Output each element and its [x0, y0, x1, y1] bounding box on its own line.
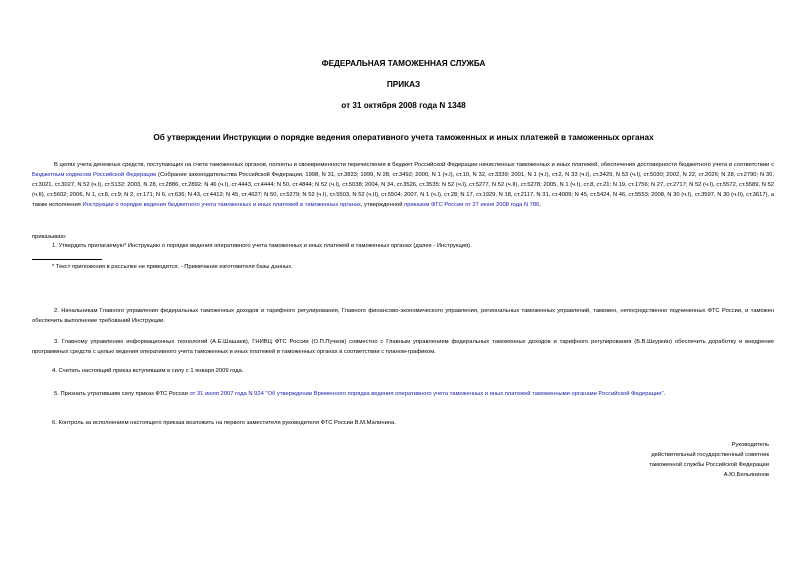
document-title: Об утверждении Инструкции о порядке ведения оперативного учета таможенных и иных платежей в таможенных органах — [153, 133, 654, 142]
preamble-text-4: , — [539, 202, 541, 208]
footnote: * Текст приложения в рассылке не приводится. - Примечание изготовителя базы данных. — [52, 264, 293, 270]
budget-code-link[interactable]: Бюджетным кодексом Российской Федерации — [32, 172, 157, 178]
item-2: 2. Начальникам Главного управления федеральных таможенных доходов и тарифного регулирования, Главного финансово-экономического управления, региональных таможенных управлений, таможен, непосредственно подчиненных ФТС России, и таможен обеспечить выполнение требований Инструкции. — [32, 308, 774, 324]
item-4: 4. Считать настоящий приказ вступившим в силу с 1 января 2009 года. — [52, 368, 244, 374]
item-5-text: 5. Признать утратившим силу приказ ФТС России — [54, 391, 188, 397]
orders-intro: приказываю: — [32, 234, 67, 240]
item-6: 6. Контроль за исполнением настоящего приказа возложить на первого заместителя руководителя ФТС России В.М.Малинина. — [52, 420, 396, 426]
preamble-paragraph — [32, 160, 774, 210]
preamble-text-3: , утвержденной — [360, 202, 405, 208]
footnote-divider — [32, 259, 102, 260]
signature-rank-2: таможенной службы Российской Федерации — [649, 462, 769, 468]
signature-block — [549, 440, 769, 480]
preamble-text-2: (Собрание законодательства Российской Федерации, 1998, N 31, ст.3823; 1999, N 28, ст.3492; 2000, N 1 (ч.I), ст.10, N 32, ст.3339; 2001, N 1 (ч.I), ст.2, N 33 (ч.I), ст.3429, N 53 (ч.I), ст.5030; 2002, N 22, ст.2026; N 28, ст.2790; N 30, ст.3021, ст.3027, N 52 (ч.I), ст.5132; 2003, N 28, ст.2886, ст.2892; N 46 (ч.I), ст.4443, ст.4444; N 50, ст.4844; N 52 (ч.I), ст.5038; 2004, N 34, ст.3526, ст.3535; N 52 (ч.I), ст.5277, N 52 (ч.II), ст.5278; 2005, N 1 (ч.I), ст.8, ст.21; N 19, ст.1756; N 27, ст.2717; N 52 (ч.I), ст.5572, ст.5589, N 52 (ч.II), ст.5602; 2006, N 1, ст.8, ст.9; N 2, ст.171; N 6, ст.636; N 43, ст.4412; N 45, ст.4627; N 50, ст.5279; N 52 (ч.I), ст.5503, N 52 (ч.II), ст.5504; 2007, N 1 (ч.I), ст.28; N 17, ст.1929, N 18, ст.2117, N 31, ст.4009; N 45, ст.5424, N 46, ст.5553; 2008, N 30 (ч.I), ст.3597, N 30 (ч.II), ст.3617), а также исполнения — [32, 172, 774, 208]
item-5-end: . — [663, 391, 666, 397]
signature-name: А.Ю.Бельянинов — [723, 472, 769, 478]
signature-position: Руководитель — [731, 442, 769, 448]
order-786-link[interactable]: приказом ФТС России от 27 июня 2008 года N 786 — [404, 202, 540, 208]
order-924-link[interactable]: от 31 июля 2007 года N 924 "Об утверждении Временного порядка ведения оперативного учета таможенных и иных платежей таможенными органами Российской Федерации" — [189, 391, 664, 397]
item-5 — [32, 389, 774, 399]
signature-rank-1: действительный государственный советник — [651, 452, 769, 458]
item-3: 3. Главному управлению информационных технологий (А.Е.Шашаев), ГНИВЦ ФТС России (О.П.Пучков) совместно с Главным управлением федеральных таможенных доходов и тарифного регулирования (Б.В.Шкуркин) обеспечить доработку и внедрение программных средств с целью ведения оперативного учета таможенных и иных платежей в таможенных органах в соответствии с планом-графиком. — [32, 339, 774, 355]
agency-heading: ФЕДЕРАЛЬНАЯ ТАМОЖЕННАЯ СЛУЖБА — [321, 59, 486, 68]
preamble-text-1: В целях учета денежных средств, поступающих на счета таможенных органов, полноты и своевременности перечисления в бюджет Российской Федерации начисленных таможенных и иных платежей, обеспечения достоверности бюджетного учета в соответствии с — [54, 162, 774, 168]
date-number-heading: от 31 октября 2008 года N 1348 — [341, 101, 466, 110]
doc-type-heading: ПРИКАЗ — [386, 80, 421, 89]
instruction-link[interactable]: Инструкции о порядке ведения бюджетного учета таможенных и иных платежей в таможенных органах — [82, 202, 361, 208]
item-1: 1. Утвердить прилагаемую* Инструкцию о порядке ведения оперативного учета таможенных и иных платежей в таможенных органах (далее - Инструкция). — [52, 243, 472, 249]
